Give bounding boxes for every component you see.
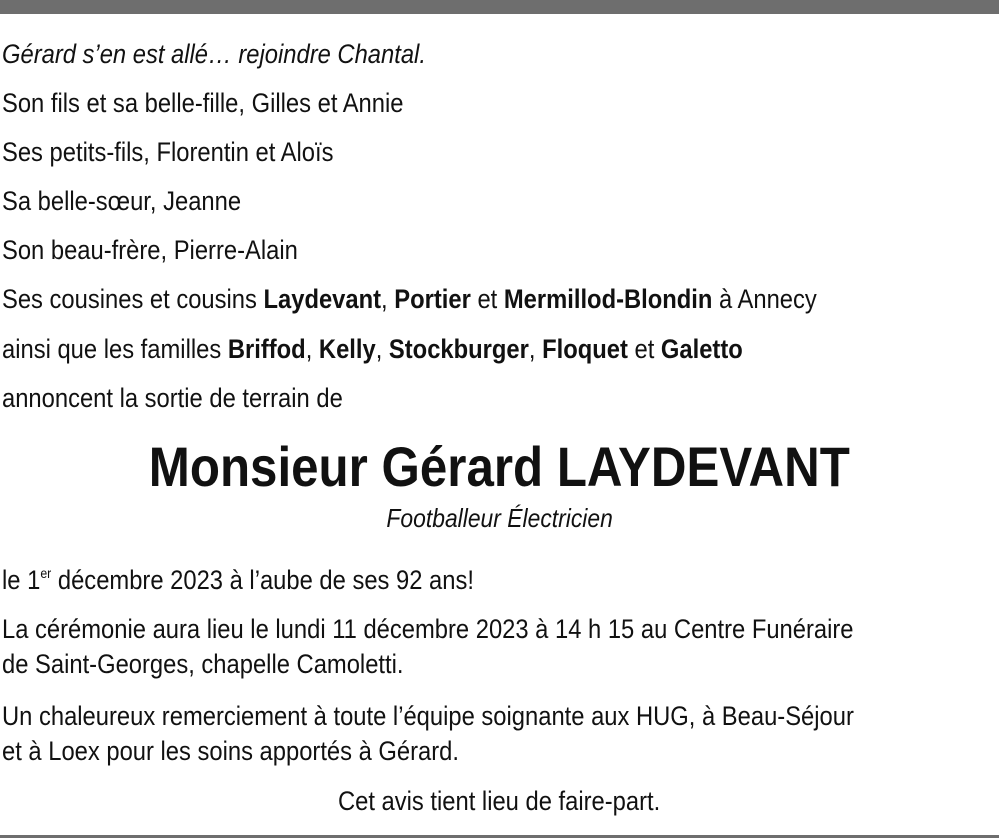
announce-line: annoncent la sortie de terrain de [2, 383, 343, 413]
cousin-family-name: Laydevant [263, 284, 382, 314]
family-sister-in-law-line: Sa belle-sœur, Jeanne [2, 186, 242, 216]
family-name: Galetto [660, 334, 743, 364]
thanks-paragraph: Un chaleureux remerciement à toute l’équipe soignante aux HUG, à Beau-Séjour et à Loex pour les soins apportés à Gérard. [2, 701, 854, 766]
family-name: Kelly [318, 334, 376, 364]
family-cousins-line: Ses cousines et cousins Laydevant, Portier et Mermillod-Blondin à Annecy [2, 284, 817, 314]
family-name: Briffod [227, 334, 306, 364]
death-date-line: le 1er décembre 2023 à l’aube de ses 92 ans! [2, 565, 474, 595]
cousin-family-name: Mermillod-Blondin [503, 284, 713, 314]
family-name: Floquet [542, 334, 628, 364]
family-grandsons-line: Ses petits-fils, Florentin et Aloïs [2, 137, 334, 167]
families-line: ainsi que les familles Briffod, Kelly, Stockburger, Floquet et Galetto [2, 334, 743, 364]
intro-line: Gérard s’en est allé… rejoindre Chantal. [2, 39, 426, 69]
family-son-line: Son fils et sa belle-fille, Gilles et Annie [2, 88, 404, 118]
ordinal-suffix: er [40, 565, 52, 581]
family-brother-in-law-line: Son beau-frère, Pierre-Alain [2, 235, 298, 265]
ceremony-paragraph: La cérémonie aura lieu le lundi 11 décembre 2023 à 14 h 15 au Centre Funéraire de Saint-Georges, chapelle Camoletti. [2, 614, 854, 679]
deceased-name: Monsieur Gérard LAYDEVANT [148, 435, 851, 498]
closing-line: Cet avis tient lieu de faire-part. [338, 786, 661, 816]
deceased-profession: Footballeur Électricien [386, 503, 613, 533]
cousin-family-name: Portier [394, 284, 471, 314]
family-name: Stockburger [388, 334, 529, 364]
bottom-divider [0, 835, 999, 838]
top-divider [0, 0, 999, 14]
